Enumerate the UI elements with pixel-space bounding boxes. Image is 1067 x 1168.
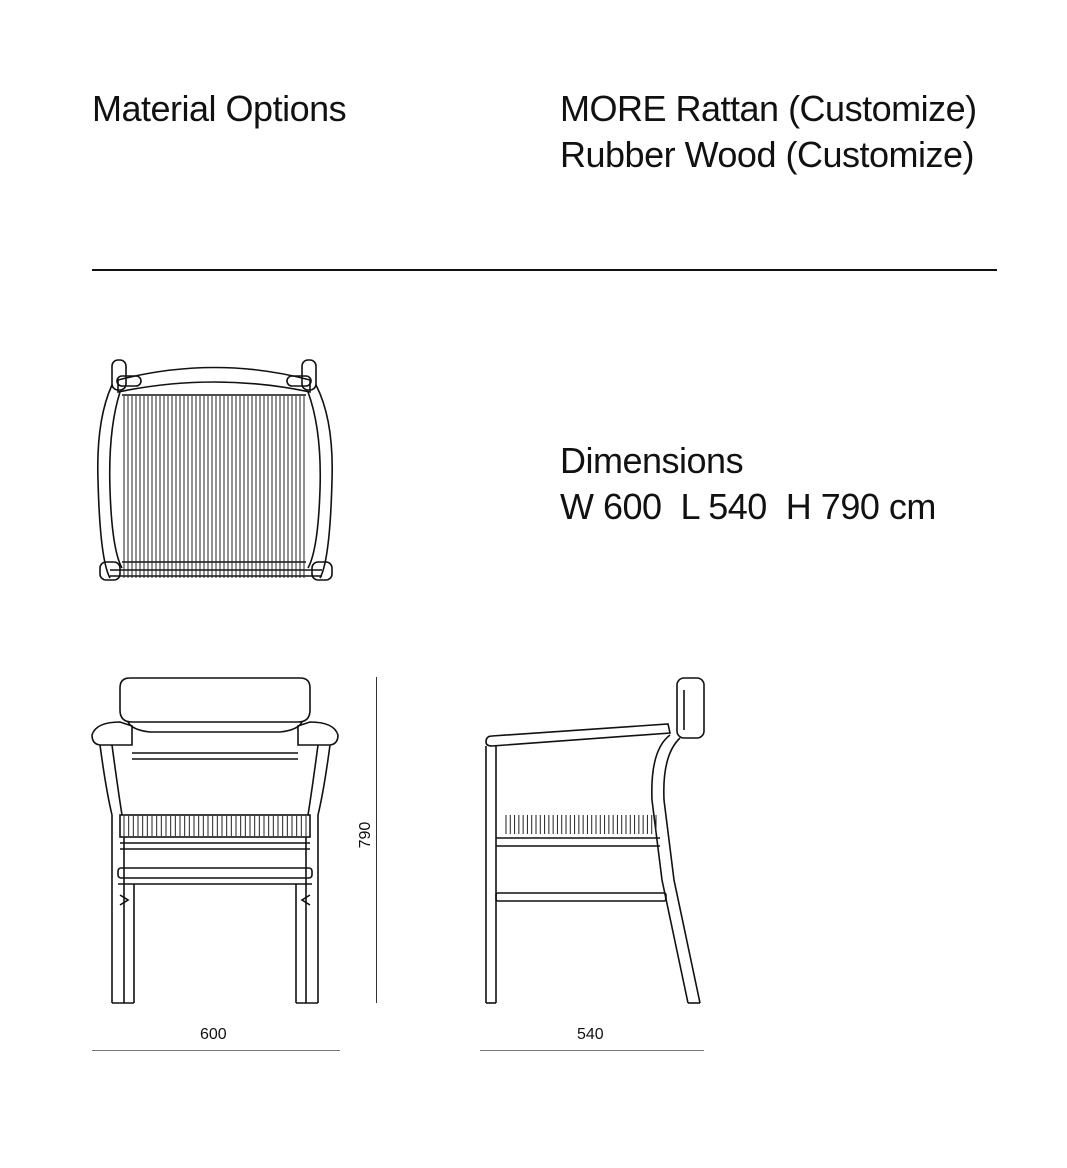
rattan-weave-front bbox=[124, 816, 306, 836]
rattan-weave-side bbox=[506, 815, 656, 834]
chair-front-view bbox=[92, 678, 338, 1003]
dimensions-label: Dimensions bbox=[560, 440, 744, 481]
length-dimension-label: 540 bbox=[577, 1026, 604, 1043]
height-dimension-line bbox=[376, 677, 377, 1003]
chair-top-view bbox=[98, 360, 332, 580]
rattan-weave-top bbox=[124, 396, 304, 578]
height-dimension-label: 790 bbox=[357, 821, 374, 849]
material-options-label: Material Options bbox=[92, 88, 347, 129]
material-option-wood: Rubber Wood (Customize) bbox=[560, 134, 974, 175]
chair-side-view bbox=[486, 678, 704, 1003]
width-dimension-label: 600 bbox=[200, 1026, 227, 1043]
width-dimension-line bbox=[92, 1050, 340, 1051]
dimensions-summary: W 600 L 540 H 790 cm bbox=[560, 486, 936, 527]
length-dimension-line bbox=[480, 1050, 704, 1051]
material-option-rattan: MORE Rattan (Customize) bbox=[560, 88, 977, 129]
